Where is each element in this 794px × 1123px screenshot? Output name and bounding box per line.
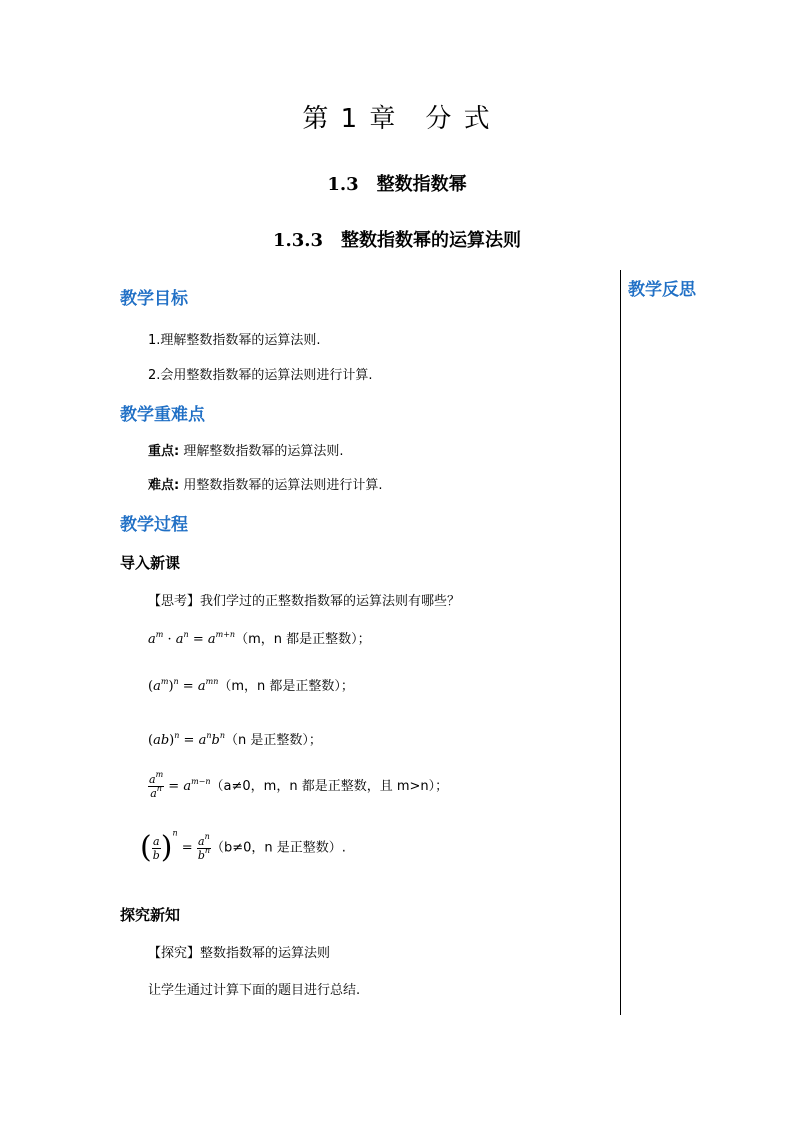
goal-item-1: 1.理解整数指数幂的运算法则. — [148, 333, 321, 348]
focus-line — [148, 440, 343, 459]
f2-condition: （m，n 都是正整数）； — [218, 679, 354, 694]
focus-label: 重点: — [148, 444, 180, 459]
explore-note: 让学生通过计算下面的题目进行总结. — [148, 983, 361, 998]
chapter-title: 第 1 章 分 式 — [302, 104, 492, 134]
goals-heading: 教学目标 — [120, 289, 188, 309]
f4-condition: （a≠0，m，n 都是正整数，且 m>n）； — [210, 779, 449, 794]
explore-text: 【探究】整数指数幂的运算法则 — [148, 946, 331, 961]
f5-inner-fraction: $\frac{a}{b}$ — [152, 834, 160, 862]
formula-product-of-powers: $a^m \cdot a^n = a^{m+n}(m$，n 都是正整数）； — [148, 630, 371, 647]
formula-power-of-product: $(ab)^n = a^nb^n(n$ 是正整数）； — [148, 731, 322, 748]
key-points-heading: 教学重难点 — [120, 405, 205, 425]
f1-exp-n: n — [183, 630, 189, 639]
f5-condition: （b≠0，n 是正整数）. — [211, 840, 346, 856]
f4-exp-diff: m−n — [191, 777, 211, 786]
formula-quotient-of-powers: $\frac{a^m}{a^n}$ = $a^{m-n}(a\ne 0$，m，n 都是正整数，且 m>n）； — [149, 770, 449, 800]
difficulty-text: 用整数指数幂的运算法则进行计算. — [179, 478, 383, 493]
focus-text: 理解整数指数幂的运算法则. — [179, 444, 344, 459]
formula-power-of-quotient: ( $\frac{a}{b}$ )$^n$ = $\frac{a^n}{b^n}$ （b≠0，n 是正整数）. — [140, 828, 346, 865]
f1-exp-sum: m+n — [215, 630, 236, 639]
f1-condition: （m，n 都是正整数）； — [235, 632, 371, 647]
f2-exp-prod: mn — [205, 677, 219, 686]
process-heading: 教学过程 — [120, 515, 188, 535]
explore-heading: 探究新知 — [120, 906, 181, 924]
subsection-title: 1.3.3 整数指数幂的运算法则 — [272, 230, 522, 251]
think-text: 【思考】我们学过的正整数指数幂的运算法则有哪些？ — [148, 594, 461, 609]
f3-condition: （n 是正整数）； — [224, 733, 322, 748]
difficulty-line — [148, 474, 382, 493]
reflection-column-divider — [620, 270, 621, 1015]
f5-result-fraction: $\frac{a^n}{b^n}$ — [197, 831, 211, 862]
section-title: 1.3 整数指数幂 — [327, 174, 467, 195]
reflection-heading: 教学反思 — [628, 280, 696, 300]
f1-exp-m: m — [155, 630, 164, 639]
goal-item-2: 2.会用整数指数幂的运算法则进行计算. — [148, 368, 373, 383]
difficulty-label: 难点: — [148, 478, 180, 493]
intro-heading: 导入新课 — [120, 554, 181, 572]
f4-fraction: $\frac{a^m}{a^n}$ — [149, 770, 164, 800]
formula-power-of-power: $(a^m)^n = a^{mn}(m$，n 都是正整数）； — [148, 677, 354, 694]
